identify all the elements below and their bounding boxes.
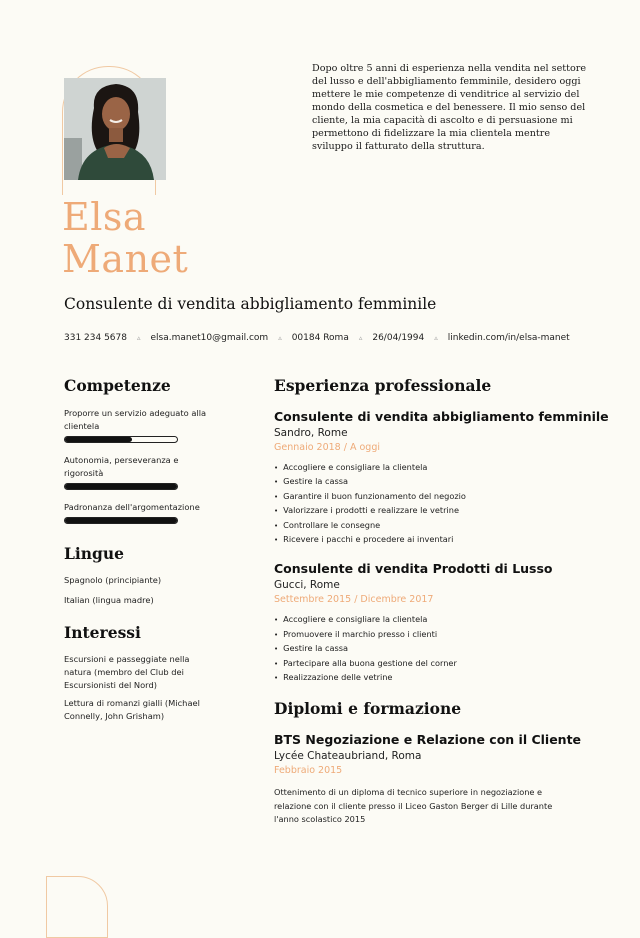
languages-list: [64, 574, 224, 607]
education-entry: [274, 732, 582, 826]
job-entry-title: Consulente di vendita abbigliamento femminile: [274, 409, 609, 424]
job-entry: [274, 409, 609, 547]
duty-item: • Promuovere il marchio presso i clienti: [274, 628, 574, 642]
skill-item: [64, 454, 224, 490]
interest-item: Lettura di romanzi gialli (Michael Connelly, John Grisham): [64, 698, 200, 721]
skill-label: Proporre un servizio adeguato alla clientela: [64, 408, 207, 431]
skill-level-fill: [65, 484, 177, 489]
skill-level-bar: [64, 517, 178, 524]
skill-label: Autonomia, perseveranza e rigorosità: [64, 455, 179, 478]
contact-birthdate: 26/04/1994: [372, 333, 425, 343]
skill-label: Padronanza dell'argomentazione: [64, 502, 200, 512]
contact-phone: 331 234 5678: [64, 333, 127, 343]
duty-item: • Gestire la cassa: [274, 475, 574, 489]
duty-item: • Accogliere e consigliare la clientela: [274, 613, 574, 627]
profile-summary: Dopo oltre 5 anni di esperienza nella vendita nel settore del lusso e dell'abbigliamento femminile, desidero oggi mettere le mie competenze di venditrice al servizio del mondo della cosmetica e del benessere. Il mio senso del cliente, la mia capacità di ascolto e di persuasione mi permettono di fidelizzare la mia clientela mentre sviluppo il fatturato della struttura.: [312, 63, 587, 152]
duty-item: • Accogliere e consigliare la clientela: [274, 461, 574, 475]
education-dates: Febbraio 2015: [274, 765, 343, 777]
job-title: Consulente di vendita abbigliamento femminile: [64, 295, 437, 313]
profile-photo: [64, 78, 166, 180]
education-school: Lycée Chateaubriand, Roma: [274, 750, 422, 763]
job-entry-company: Gucci, Rome: [274, 579, 340, 592]
education-title: BTS Negoziazione e Relazione con il Cliente: [274, 732, 582, 748]
skill-item: [64, 501, 224, 524]
skill-level-bar: [64, 436, 178, 443]
skill-level-fill: [65, 518, 177, 523]
duty-item: • Realizzazione delle vetrine: [274, 671, 574, 685]
separator-icon: ▵: [278, 334, 282, 342]
separator-icon: ▵: [136, 334, 141, 342]
language-item: Italian (lingua madre): [64, 595, 154, 605]
language-item: Spagnolo (principiante): [64, 575, 162, 585]
interests-heading: Interessi: [64, 623, 141, 642]
skill-level-bar: [64, 483, 178, 490]
interests-list: [64, 653, 224, 723]
duty-item: • Valorizzare i prodotti e realizzare le vetrine: [274, 504, 574, 518]
languages-heading: Lingue: [64, 544, 125, 563]
duty-item: • Garantire il buon funzionamento del negozio: [274, 490, 574, 504]
contact-linkedin[interactable]: linkedin.com/in/elsa-manet: [447, 333, 570, 343]
job-duties: [274, 461, 574, 547]
skill-level-fill: [65, 437, 132, 442]
portrait-image: [64, 78, 166, 180]
contact-bar: [64, 333, 584, 343]
candidate-name: [62, 196, 188, 280]
experience-heading: Esperienza professionale: [274, 376, 492, 395]
separator-icon: ▵: [358, 334, 363, 342]
duty-item: • Controllare le consegne: [274, 519, 574, 533]
left-column: [64, 376, 224, 723]
interest-item: Escursioni e passeggiate nella natura (membro del Club dei Escursionisti del Nord): [64, 654, 190, 690]
job-entry-company: Sandro, Rome: [274, 427, 348, 439]
duty-item: • Gestire la cassa: [274, 642, 574, 656]
decorative-corner: [46, 876, 108, 938]
separator-icon: ▵: [434, 334, 438, 342]
education-heading: Diplomi e formazione: [274, 699, 462, 719]
job-entry-dates: Gennaio 2018 / A oggi: [274, 442, 380, 453]
duty-item: • Partecipare alla buona gestione del corner: [274, 657, 574, 671]
job-duties: [274, 613, 574, 685]
education-description: Ottenimento di un diploma di tecnico superiore in negoziazione e relazione con il cliente presso il Liceo Gaston Berger di Lille durante l'anno scolastico 2015: [274, 787, 553, 825]
first-name: Elsa: [62, 195, 147, 239]
skill-item: [64, 407, 224, 443]
contact-address: 00184 Roma: [291, 333, 349, 343]
skills-heading: Competenze: [64, 376, 171, 395]
right-column: [274, 376, 609, 827]
last-name: Manet: [62, 237, 189, 281]
job-entry-title: Consulente di vendita Prodotti di Lusso: [274, 561, 553, 577]
job-entry: [274, 561, 574, 685]
duty-item: • Ricevere i pacchi e procedere ai inventari: [274, 533, 574, 547]
contact-email[interactable]: elsa.manet10@gmail.com: [150, 333, 269, 343]
job-entry-dates: Settembre 2015 / Dicembre 2017: [274, 594, 434, 606]
